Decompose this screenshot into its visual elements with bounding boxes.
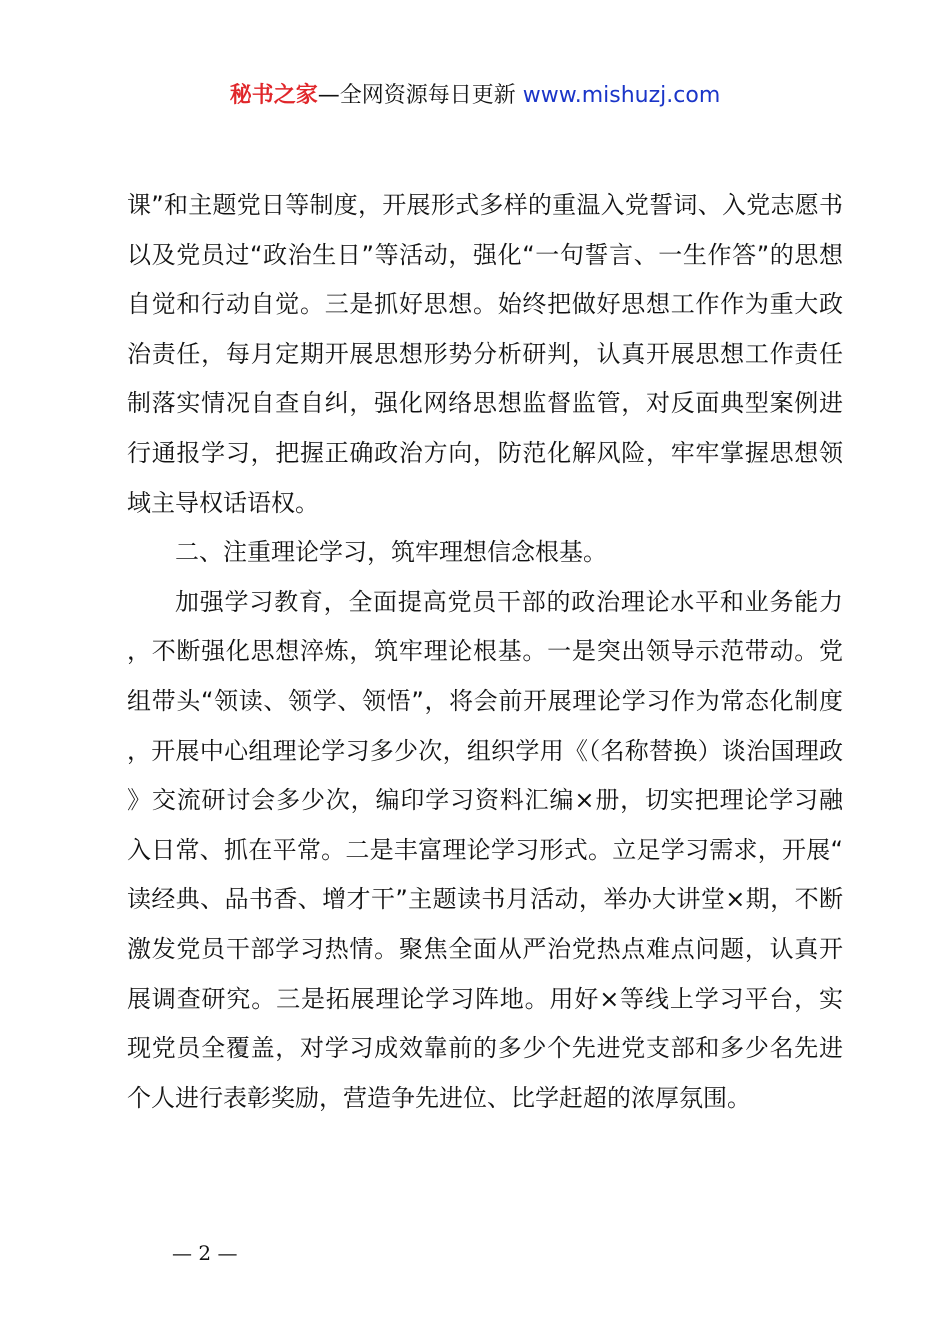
paragraph-continuation: 课”和主题党日等制度，开展形式多样的重温入党誓词、入党志愿书以及党员过“政治生日”等活动，强化“一句誓言、一生作答”的思想自觉和行动自觉。三是抓好思想。始终把做好思想工作作为重大政治责任，每月定期开展思想形势分析研判，认真开展思想工作责任制落实情况自查自纠，强化网络思想监督监管，对反面典型案例进行通报学习，把握正确政治方向，防范化解风险，牢牢掌握思想领域主导权话语权。 [127,191,843,517]
site-url-link[interactable]: www.mishuzj.com [522,83,721,108]
paragraph: 加强学习教育，全面提高党员干部的政治理论水平和业务能力，不断强化思想淬炼，筑牢理论根基。一是突出领导示范带动。党组带头“领读、领学、领悟”，将会前开展理论学习作为常态化制度，开展中心组理论学习多少次，组织学用《（名称替换）谈治国理政》交流研讨会多少次，编印学习资料汇编×册，切实把理论学习融入日常、抓在平常。二是丰富理论学习形式。立足学习需求，开展“读经典、品书香、增才干”主题读书月活动，举办大讲堂×期，不断激发党员干部学习热情。聚焦全面从严治党热点难点问题，认真开展调查研究。三是拓展理论学习阵地。用好×等线上学习平台，实现党员全覆盖，对学习成效靠前的多少个先进党支部和多少名先进个人进行表彰奖励，营造争先进位、比学赶超的浓厚氛围。 [127,587,843,1112]
page-number: — 2 — [172,1241,238,1265]
document-body [127,181,843,1123]
brand-name: 秘书之家 [229,83,318,108]
site-header [0,80,950,112]
header-separator: — [317,83,340,108]
section-heading: 二、注重理论学习，筑牢理想信念根基。 [175,538,607,567]
header-slogan: 全网资源每日更新 [339,83,516,108]
